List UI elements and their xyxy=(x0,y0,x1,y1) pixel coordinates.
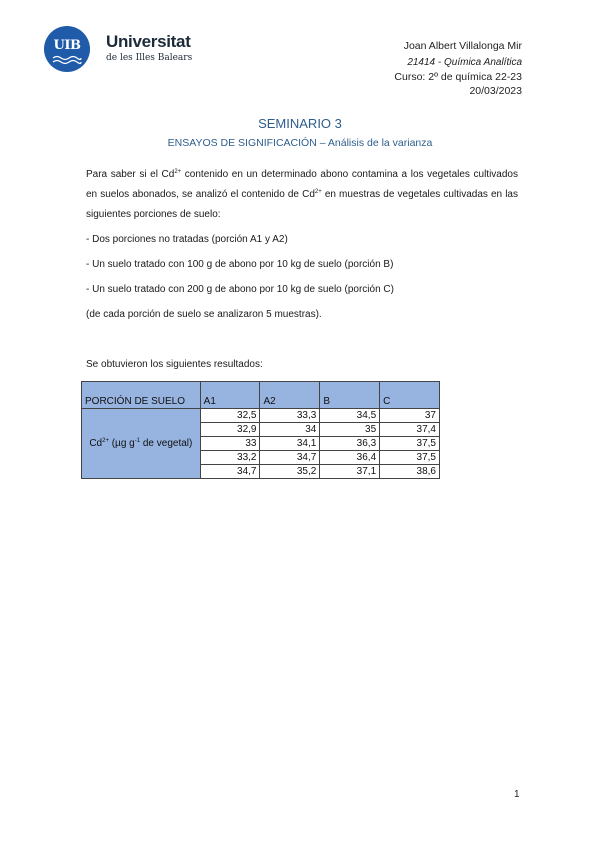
header-course-code: 21414 - Química Analítica xyxy=(407,57,522,68)
table-corner-header: PORCIÓN DE SUELO xyxy=(82,382,201,409)
logo-subtitle: de les Illes Balears xyxy=(106,53,193,63)
row-label-cd: $Cd^{2+}$ (µg $g^{-1}$ de vegetal) xyxy=(82,409,201,479)
table-cell: 34,1 xyxy=(260,437,320,451)
table-cell: 33,3 xyxy=(260,409,320,423)
table-cell: 37 xyxy=(380,409,440,423)
samples-note: (de cada porción de suelo se analizaron 5 muestras). xyxy=(86,309,322,320)
table-cell: 32,9 xyxy=(200,423,260,437)
results-intro: Se obtuvieron los siguientes resultados: xyxy=(86,359,263,370)
table-cell: 33 xyxy=(200,437,260,451)
logo-seal-icon: UIB xyxy=(44,26,90,72)
page-number: 1 xyxy=(514,789,520,800)
bullet-treated-100: - Un suelo tratado con 100 g de abono por 10 kg de suelo (porción B) xyxy=(86,259,394,270)
table-cell: 35,2 xyxy=(260,465,320,479)
table-cell: 37,5 xyxy=(380,451,440,465)
results-table xyxy=(81,381,440,479)
column-header: A2 xyxy=(260,382,320,409)
column-header: B xyxy=(320,382,380,409)
table-cell: 37,5 xyxy=(380,437,440,451)
bullet-untreated: - Dos porciones no tratadas (porción A1 y A2) xyxy=(86,234,288,245)
table-cell: 36,3 xyxy=(320,437,380,451)
column-header: A1 xyxy=(200,382,260,409)
bullet-treated-200: - Un suelo tratado con 200 g de abono por 10 kg de suelo (porción C) xyxy=(86,284,394,295)
column-header: C xyxy=(380,382,440,409)
document-title: SEMINARIO 3 xyxy=(258,116,342,131)
intro-paragraph: Para saber si el $Cd^{2+}$ contenido en un determinado abono contamina a los vegetales cultivados en suelos abonados, se analizó el contenido de $Cd^{2+}$ en muestras de vegetales cultivadas en las siguientes porciones de suelo: xyxy=(86,169,518,220)
document-subtitle: ENSAYOS DE SIGNIFICACIÓN – Análisis de la varianza xyxy=(167,137,433,149)
university-logo xyxy=(44,26,194,72)
table-cell: 37,4 xyxy=(380,423,440,437)
header-date: 20/03/2023 xyxy=(469,85,522,97)
header-curso: Curso: 2º de química 22-23 xyxy=(394,71,522,83)
logo-name: Universitat xyxy=(106,32,191,51)
table-cell: 34,7 xyxy=(200,465,260,479)
table-cell: 36,4 xyxy=(320,451,380,465)
table-cell: 38,6 xyxy=(380,465,440,479)
table-cell: 34 xyxy=(260,423,320,437)
table-cell: 34,5 xyxy=(320,409,380,423)
table-cell: 32,5 xyxy=(200,409,260,423)
table-row xyxy=(82,409,440,423)
wave-icon xyxy=(52,55,82,65)
header-author: Joan Albert Villalonga Mir xyxy=(403,40,522,52)
table-cell: 37,1 xyxy=(320,465,380,479)
table-cell: 33,2 xyxy=(200,451,260,465)
table-cell: 35 xyxy=(320,423,380,437)
table-cell: 34,7 xyxy=(260,451,320,465)
table-header-row xyxy=(82,382,440,409)
